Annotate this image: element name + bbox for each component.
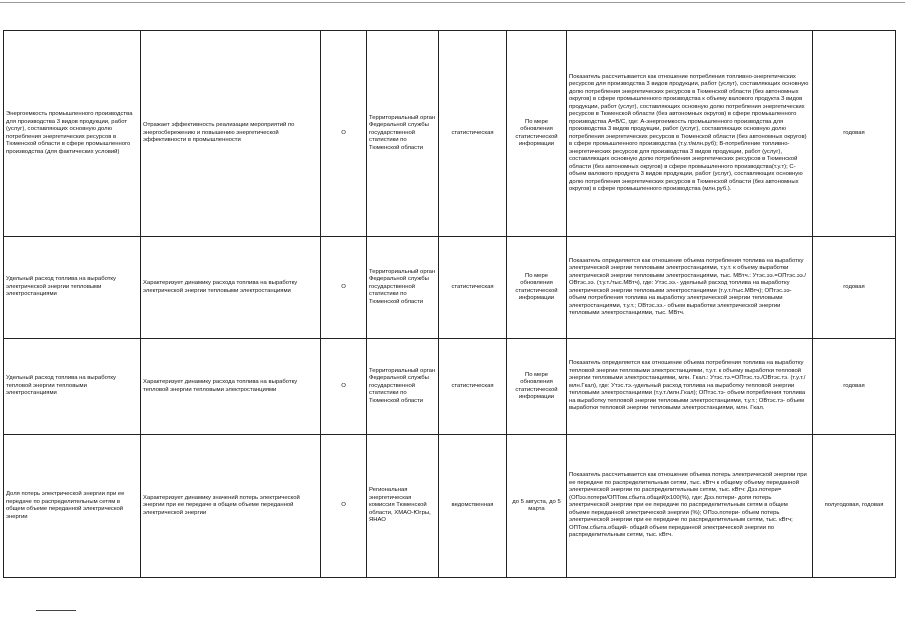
indicator-mark: О (321, 435, 367, 578)
indicator-description: Характеризует динамику значений потерь электрической энергии при ее передаче в общем объеме переданной электрической энергии (141, 435, 321, 578)
calculation-method: Показатель определяется как отношение объема потребления топлива на выработку тепловой энергии тепловыми электростанциями, т.у.т. к объему выработки тепловой энергии тепловыми электростанциями, млн. Гкал.: Утэс.тэ.=ОПтэс.тэ./ОВтэс.тэ. (т.у.т./млн.Гкал), где: Утэс.тэ.-удельный расход топлива на выработку тепловой энергии тепловыми электростанциями (т.у.т./млн.Гкал); ОПтэс.тэ- объем потребления топлива на выработку тепловой энергии тепловыми электростанциями, т.у.т.; ОВтэс.тэ- объем выработки тепловой энергии тепловыми электростанциями, млн. Гкал. (567, 339, 813, 435)
info-type: статистическая (439, 339, 507, 435)
calculation-method: Показатель рассчитывается как отношение потребления топливно-энергетических ресурсов для производства 3 видов продукции, работ (услуг), составляющих основную долю потребления энергетических ресурсов в Тюменской области (без автономных округов) в сфере промышленного производства к объему валового продукта 3 видов продукции, работ (услуг), составляющих основную долю потребления энергетических ресурсов в Тюменской области (без автономных округов) в сфере промышленного производства А=В/С, где: А-энергоемкость промышленного производства для производства 3 видов продукции, работ (услуг), составляющих основную долю потребления энергетических ресурсов в Тюменской области (без автономных округов) в сфере промышленного производства (т.у.т/млн.руб); В-потребление топливно-энергетических ресурсов для производства 3 видов продукции, работ (услуг), составляющих основную долю потребления энергетических ресурсов в Тюменской области (без автономных округов) в сфере промышленного производства(т.у.т); С- объем валового продукта 3 видов продукции, работ (услуг), составляющих основную долю потребления энергетических ресурсов в Тюменской области (без автономных округов) в сфере промышленного производства (млн.руб.). (567, 31, 813, 237)
indicator-mark: О (321, 31, 367, 237)
data-source: Территориальный орган Федеральной службы государственной статистики по Тюменской области (367, 339, 439, 435)
periodicity: полугодовая, годовая (813, 435, 896, 578)
table-row (4, 31, 896, 237)
footnote-separator (36, 610, 76, 611)
data-source: Региональная энергетическая комиссия Тюменской области, ХМАО-Югры, ЯНАО (367, 435, 439, 578)
periodicity: годовая (813, 31, 896, 237)
update-term: По мере обновления статистической информации (507, 31, 567, 237)
info-type: статистическая (439, 237, 507, 339)
data-source: Территориальный орган Федеральной службы государственной статистики по Тюменской области (367, 237, 439, 339)
indicator-mark: О (321, 237, 367, 339)
table-row (4, 237, 896, 339)
calculation-method: Показатель рассчитывается как отношение объема потерь электрической энергии при ее передаче по распределительным сетям, тыс. кВтч к общему объему переданной электрической энергии по распределительным сетям, тыс. кВтч: Дээ.потери=(ОПээ.потери/ОПТом.сбыта.общий)х100(%), где: Дээ.потери- доля потерь электрической энергии при ее передаче по распределительным сетям в общем объеме переданной электрической энергии (%); ОПээ.потери- объем потерь электрической энергии при ее передаче по распределительным сетям, тыс. кВтч; ОПТом.сбыта.общий- общий объем переданной электрической энергии по распределительным сетям, тыс. кВтч. (567, 435, 813, 578)
top-cut-line (0, 2, 905, 3)
data-source: Территориальный орган Федеральной службы государственной статистики по Тюменской области (367, 31, 439, 237)
indicators-table (3, 30, 896, 578)
update-term: По мере обновления статистической информации (507, 339, 567, 435)
indicator-name: Доля потерь электрической энергии при ее передаче по распределительным сетям в общем объеме переданной электрической энергии (4, 435, 141, 578)
info-type: статистическая (439, 31, 507, 237)
indicator-description: Характеризует динамику расхода топлива на выработку тепловой энергии тепловыми электростанциями (141, 339, 321, 435)
indicator-description: Отражает эффективность реализации мероприятий по энергосбережению и повышению энергетической эффективности в промышленности (141, 31, 321, 237)
indicator-mark: О (321, 339, 367, 435)
table-row (4, 435, 896, 578)
indicator-name: Энергоемкость промышленного производства для производства 3 видов продукции, работ (услуг), составляющих основную долю потребления энергетических ресурсов в Тюменской области в сфере промышленного производства (для фактических условий) (4, 31, 141, 237)
update-term: до 5 августа, до 5 марта (507, 435, 567, 578)
indicator-name: Удельный расход топлива на выработку электрической энергии тепловыми электростанциями (4, 237, 141, 339)
indicator-description: Характеризует динамику расхода топлива на выработку электрической энергии тепловыми электростанциями (141, 237, 321, 339)
periodicity: годовая (813, 237, 896, 339)
info-type: ведомственная (439, 435, 507, 578)
periodicity: годовая (813, 339, 896, 435)
calculation-method: Показатель определяется как отношение объема потребления топлива на выработку электрической энергии тепловыми электростанциями, т.у.т. к объему выработки электрической энергии тепловыми электростанциями, тыс. МВтч.: Утэс.ээ.=ОПтэс.ээ./ОВтэс.ээ. (т.у.т./тыс.МВтч), где: Утэс.ээ.- удельный расход топлива на выработку электрической энергии тепловыми электростанциями (т.у.т./тыс.МВтч); ОПтэс.ээ- объем потребления топлива на выработку электрической энергии тепловыми электростанциями, т.у.т.; ОВтэс.ээ.- объем выработки электрической энергии тепловыми электростанциями, тыс. МВтч. (567, 237, 813, 339)
table-row (4, 339, 896, 435)
indicator-name: Удельный расход топлива на выработку тепловой энергии тепловыми электростанциями (4, 339, 141, 435)
update-term: По мере обновления статистической информации (507, 237, 567, 339)
